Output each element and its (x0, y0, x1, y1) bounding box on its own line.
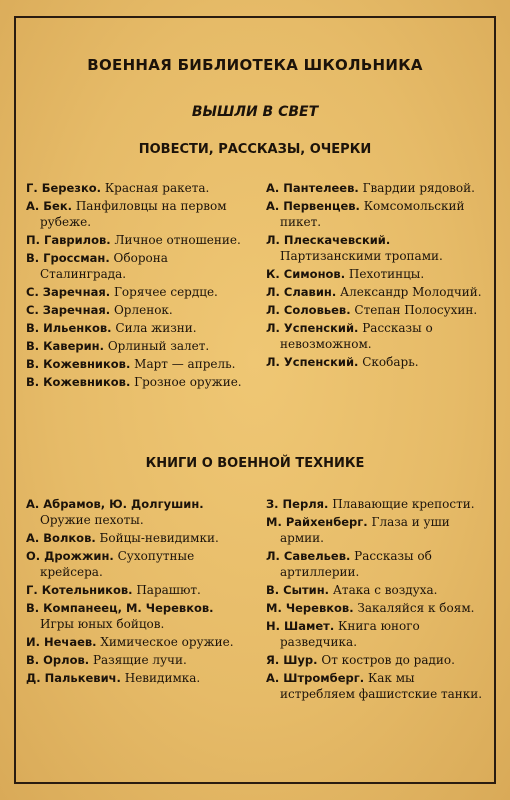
book-entry: Д. Палькевич. Невидимка. (26, 671, 201, 685)
book-entry: А. Пантелеев. Гвардии рядовой. (266, 181, 475, 195)
book-entry: В. Кожевников. Грозное оружие. (26, 375, 242, 389)
book-entry: В. Ильенков. Сила жизни. (26, 321, 197, 335)
book-entry: Л. Успенский. Скобарь. (266, 355, 419, 369)
book-entry: И. Нечаев. Химическое оружие. (26, 635, 234, 649)
section-title-stories: ПОВЕСТИ, РАССКАЗЫ, ОЧЕРКИ (138, 142, 372, 157)
book-entry: Г. Котельников. Парашют. (26, 583, 201, 597)
book-entry: В. Сытин. Атака с воздуха. (266, 583, 438, 597)
book-entry: М. Черевков. Закаляйся к боям. (266, 601, 475, 615)
book-entry: А. Абрамов, Ю. Долгушин.Оружие пехоты. (26, 497, 204, 527)
book-entry: Л. Славин. Александр Молодчий. (266, 285, 482, 299)
book-entry: А. Штромберг. Как мы истребляем фашистские танки. (266, 671, 483, 701)
tech-left-column (26, 496, 244, 688)
series-title: ВОЕННАЯ БИБЛИОТЕКА ШКОЛЬНИКА (87, 56, 423, 74)
book-entry: М. Райхенберг. Глаза и уши армии. (266, 515, 450, 545)
book-entry: Г. Березко. Красная ракета. (26, 181, 210, 195)
published-heading: ВЫШЛИ В СВЕТ (191, 104, 319, 120)
stories-right-column (266, 180, 486, 372)
book-entry: Н. Шамет. Книга юного разведчика. (266, 619, 420, 649)
book-entry: В. Кожевников. Март — апрель. (26, 357, 236, 371)
book-entry: С. Заречная. Орленок. (26, 303, 173, 317)
book-entry: П. Гаврилов. Личное отношение. (26, 233, 241, 247)
book-entry: Л. Успенский. Рассказы о невозможном. (266, 321, 433, 351)
book-entry: А. Волков. Бойцы-невидимки. (26, 531, 219, 545)
stories-left-column (26, 180, 244, 392)
book-entry: Л. Плескачевский.Партизанскими тропами. (266, 233, 443, 263)
book-entry: А. Первенцев. Комсомольский пикет. (266, 199, 465, 229)
book-entry: В. Гроссман. Оборона Сталинграда. (26, 251, 168, 281)
book-entry: В. Компанеец, М. Черевков.Игры юных бойцов. (26, 601, 214, 631)
book-entry: Л. Савельев. Рассказы об артиллерии. (266, 549, 432, 579)
book-entry: В. Орлов. Разящие лучи. (26, 653, 187, 667)
book-entry: З. Перля. Плавающие крепости. (266, 497, 475, 511)
tech-right-column (266, 496, 486, 704)
book-entry: А. Бек. Панфиловцы на первом рубеже. (26, 199, 227, 229)
section-title-military-tech: КНИГИ О ВОЕННОЙ ТЕХНИКЕ (145, 456, 365, 471)
book-entry: Я. Шур. От костров до радио. (266, 653, 455, 667)
book-entry: С. Заречная. Горячее сердце. (26, 285, 218, 299)
book-entry: Л. Соловьев. Степан Полосухин. (266, 303, 478, 317)
book-entry: В. Каверин. Орлиный залет. (26, 339, 210, 353)
book-entry: К. Симонов. Пехотинцы. (266, 267, 425, 281)
book-entry: О. Дрожжин. Сухопутные крейсера. (26, 549, 195, 579)
